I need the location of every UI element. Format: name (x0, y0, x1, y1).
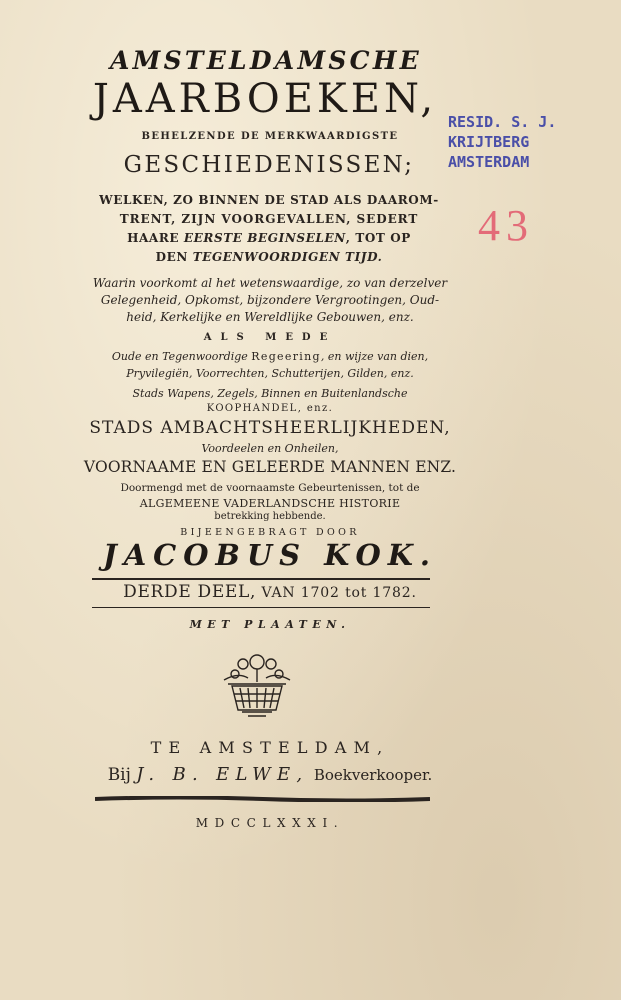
library-stamp (448, 112, 618, 172)
text-voornaame-mannen: VOORNAAME EN GELEERDE MANNEN ENZ. (83, 458, 457, 476)
publisher-line (40, 764, 500, 785)
text-gelegenheid: Gelegenheid, Opkomst, bijzondere Vergrootingen, Oud- (100, 293, 440, 307)
text-als-mede: ALS MEDE (203, 332, 337, 343)
text-te-amsteldam: TE AMSTELDAM, (150, 738, 390, 757)
text-den: DEN (155, 250, 188, 264)
text-betrekking: betrekking hebbende. (214, 511, 326, 522)
text-stads-wapens: Stads Wapens, Zegels, Binnen en Buitenlandsche (132, 387, 408, 400)
text-trent: TRENT, ZIJN VOORGEVALLEN, SEDERT (119, 212, 419, 226)
text-publisher-name: J. B. ELWE, (136, 764, 309, 785)
text-bij: Bij (107, 765, 131, 785)
stamp-line-1: RESID. S. J. (448, 113, 557, 131)
text-voordeelen: Voordeelen en Onheilen, (201, 442, 339, 455)
text-year-roman: MDCCLXXXI. (195, 816, 345, 830)
text-boekverkooper: Boekverkooper. (313, 766, 433, 784)
flower-basket-ornament (218, 650, 296, 726)
shelf-number: 43 (478, 201, 534, 250)
text-welken: WELKEN, ZO BINNEN DE STAD ALS DAAROM- (99, 193, 439, 207)
author-name: JACOBUS KOK. (103, 538, 437, 572)
title-line-amsteldamsche: AMSTELDAMSCHE (110, 46, 422, 75)
title-line-geschiedenissen: GESCHIEDENISSEN; (123, 152, 415, 178)
text-bijeengebragt: BIJEENGEBRAGT DOOR (180, 527, 360, 538)
text-eerste-beginselen: EERSTE BEGINSELEN (183, 231, 346, 245)
text-tot-op: , TOT OP (345, 231, 411, 245)
text-haare: HAARE (127, 231, 180, 245)
thick-rule (95, 796, 430, 802)
text-doormengd: Doormengd met de voornaamste Gebeurtenissen, tot de (120, 482, 420, 494)
text-haare-line (84, 231, 454, 245)
text-derde-deel: DERDE DEEL, (123, 582, 257, 602)
volume-line (70, 582, 470, 602)
stamp-line-3: AMSTERDAM (448, 153, 530, 171)
title-line-jaarboeken: JAARBOEKEN, (92, 76, 438, 122)
rule-above-volume (92, 578, 430, 580)
stamp-line-2: KRIJTBERG (448, 133, 530, 151)
text-waarin: Waarin voorkomt al het wetenswaardige, zo van derzelver (92, 276, 448, 290)
text-tegenwoordigen: TEGENWOORDIGEN TIJD. (192, 250, 383, 264)
text-algemeene-historie: ALGEMEENE VADERLANDSCHE HISTORIE (139, 497, 401, 510)
text-met-plaaten: MET PLAATEN. (189, 618, 351, 631)
text-den-line (84, 250, 454, 264)
text-heid: heid, Kerkelijke en Wereldlijke Gebouwen, enz. (126, 310, 414, 324)
text-wijze: , en wijze van dien, (320, 350, 429, 363)
text-van-tot: VAN 1702 tot 1782. (261, 585, 417, 601)
text-pryvilegien: Pryvilegiën, Voorrechten, Schutterijen, Gilden, enz. (126, 367, 414, 380)
text-stads-ambachtsheerlijkheden: STADS AMBACHTSHEERLIJKHEDEN, (89, 418, 451, 438)
rule-below-volume (92, 607, 430, 608)
text-oude-line (70, 350, 470, 363)
text-regeering: Regeering (251, 350, 321, 363)
subtitle-behelzende: BEHELZENDE DE MERKWAARDIGSTE (141, 131, 399, 142)
text-koophandel: KOOPHANDEL, enz. (206, 403, 334, 414)
text-oude: Oude en Tegenwoordige (111, 350, 248, 363)
